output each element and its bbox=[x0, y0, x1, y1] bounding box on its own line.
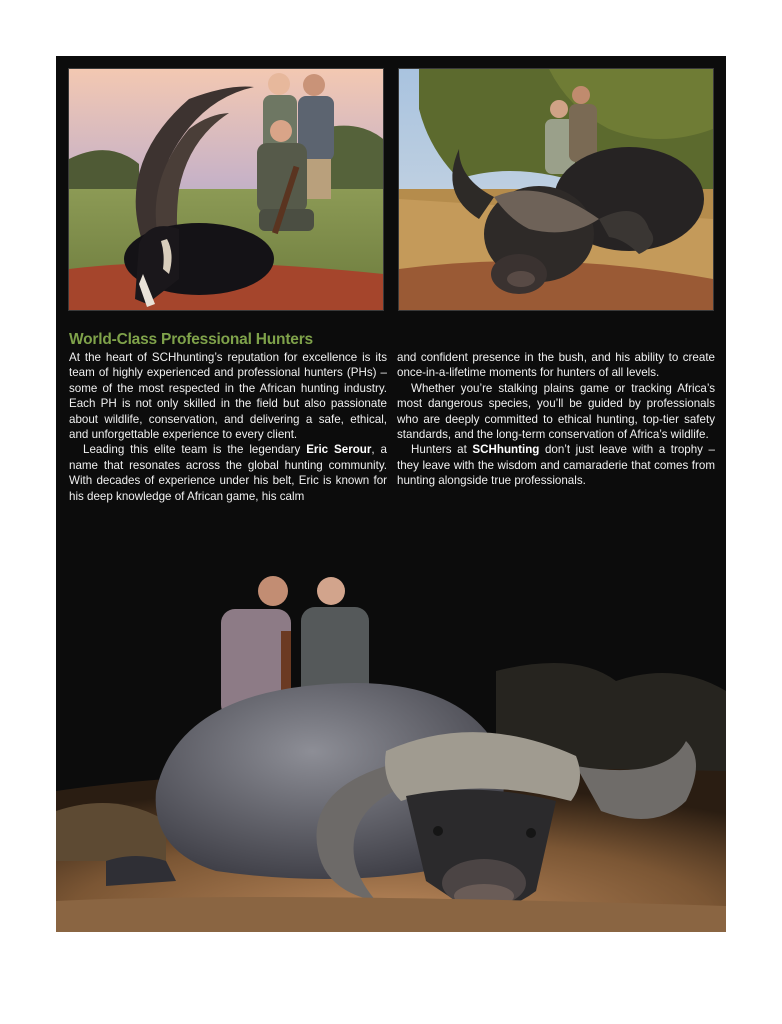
text-column-right bbox=[397, 350, 715, 489]
sable-antelope-photo bbox=[68, 68, 384, 311]
paragraph-continued: and confident presence in the bush, and his ability to create once-in-a-lifetime moments for hunters of all levels. bbox=[397, 351, 715, 380]
leader-text-start: Leading this elite team is the legendary bbox=[83, 443, 307, 457]
cape-buffalo-illustration bbox=[399, 69, 713, 310]
text-column-left bbox=[69, 350, 387, 504]
leader-text-end: , a name that resonates across the global hunting community. With decades of experience under his belt, Eric is known for his deep knowledge of African game, his calm bbox=[69, 443, 387, 503]
section-heading: World-Class Professional Hunters bbox=[69, 331, 313, 348]
paragraph-leader bbox=[69, 442, 387, 504]
closing-text-start: Hunters at bbox=[411, 443, 473, 457]
closing-text-end: don’t just leave with a trophy – they leave with the wisdom and camaraderie that comes from hunting alongside true professionals. bbox=[397, 443, 715, 488]
article-panel bbox=[56, 56, 726, 932]
cape-buffalo-photo bbox=[398, 68, 714, 311]
sable-antelope-illustration bbox=[69, 69, 383, 310]
paragraph-closing bbox=[397, 442, 715, 488]
paragraph-intro: At the heart of SCHhunting’s reputation for excellence is its team of highly experienced and professional hunters (PHs) – some of the most respected in the African hunting industry. Each PH is not only skilled in the field but also passionate about wildlife, conservation, and delivering a safe, ethical, and unforgettable experience to every client. bbox=[69, 351, 387, 442]
night-buffalo-illustration bbox=[56, 561, 726, 932]
night-buffalo-photo bbox=[56, 561, 726, 932]
brand-name: SCHhunting bbox=[472, 443, 540, 457]
paragraph-guidance: Whether you’re stalking plains game or tracking Africa’s most dangerous species, you’ll be guided by professionals who are deeply committed to ethical hunting, top-tier safety standards, and the long-term conservation of Africa’s wildlife. bbox=[397, 381, 715, 442]
leader-name: Eric Serour bbox=[306, 443, 372, 457]
